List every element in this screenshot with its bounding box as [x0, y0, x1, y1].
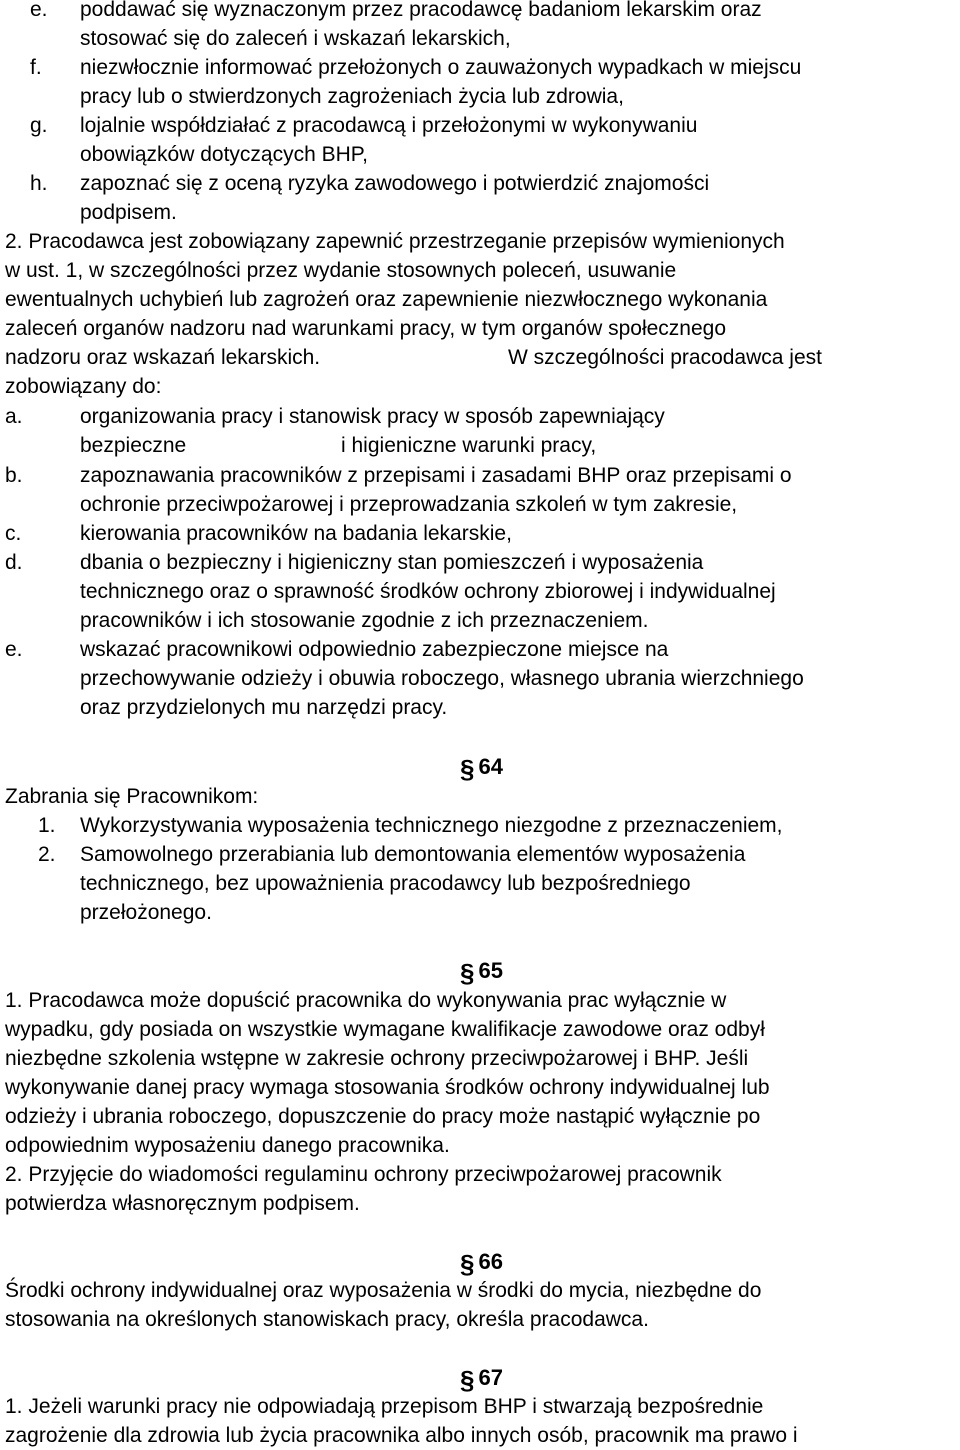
paragraph-line: stosowania na określonych stanowiskach pracy, określa pracodawca. [5, 1308, 649, 1331]
section-symbol: § [460, 754, 475, 784]
paragraph-line: odzieży i ubrania roboczego, dopuszczenie do pracy może nastąpić wyłącznie po [5, 1105, 761, 1128]
paragraph-line: 2. Pracodawca jest zobowiązany zapewnić przestrzeganie przepisów wymienionych [5, 230, 785, 253]
paragraph-line: potwierdza własnoręcznym podpisem. [5, 1192, 360, 1215]
list-marker: a. [5, 405, 23, 428]
paragraph-line: Zabrania się Pracownikom: [5, 785, 259, 808]
list-marker: b. [5, 464, 23, 487]
list-item-line: Wykorzystywania wyposażenia technicznego niezgodne z przeznaczeniem, [80, 814, 783, 837]
paragraph-line: nadzoru oraz wskazań lekarskich. [5, 346, 321, 369]
paragraph-line: Środki ochrony indywidualnej oraz wyposażenia w środki do mycia, niezbędne do [5, 1279, 762, 1302]
list-item-line: lojalnie współdziałać z pracodawcą i przełożonymi w wykonywaniu [80, 114, 698, 137]
paragraph-line: niezbędne szkolenia wstępne w zakresie ochrony przeciwpożarowej i BHP. Jeśli [5, 1047, 749, 1070]
paragraph-line: w ust. 1, w szczególności przez wydanie stosownych poleceń, usuwanie [5, 259, 677, 282]
list-item-line: obowiązków dotyczących BHP, [80, 143, 368, 166]
list-marker: c. [5, 522, 22, 545]
list-item-line: technicznego, bez upoważnienia pracodawcy lub bezpośredniego [80, 872, 691, 895]
list-item-line: oraz przydzielonych mu narzędzi pracy. [80, 696, 448, 719]
list-item-line: Samowolnego przerabiania lub demontowania elementów wyposażenia [80, 843, 746, 866]
list-item-line: podpisem. [80, 201, 177, 224]
list-marker: h. [30, 172, 48, 195]
section-symbol: § [460, 1249, 475, 1279]
section-heading [460, 956, 503, 988]
list-item-line: pracy lub o stwierdzonych zagrożeniach życia lub zdrowia, [80, 85, 624, 108]
list-item-line: technicznego oraz o sprawność środków ochrony zbiorowej i indywidualnej [80, 580, 776, 603]
section-number: 65 [478, 958, 503, 983]
list-item-line: przechowywanie odzieży i obuwia roboczego, własnego ubrania wierzchniego [80, 667, 804, 690]
section-symbol: § [460, 958, 475, 988]
list-item-line: ochronie przeciwpożarowej i przeprowadzania szkoleń w tym zakresie, [80, 493, 738, 516]
list-marker: f. [30, 56, 42, 79]
section-heading [460, 1247, 503, 1279]
list-marker: d. [5, 551, 23, 574]
list-item-line: pracowników i ich stosowanie zgodnie z ich przeznaczeniem. [80, 609, 649, 632]
list-item-line: niezwłocznie informować przełożonych o zauważonych wypadkach w miejscu [80, 56, 802, 79]
list-item-line: bezpieczne [80, 434, 187, 457]
list-marker: 1. [38, 814, 56, 837]
list-item-line: organizowania pracy i stanowisk pracy w sposób zapewniający [80, 405, 665, 428]
section-number: 64 [478, 754, 503, 779]
section-heading [460, 1363, 503, 1395]
paragraph-line: zaleceń organów nadzoru nad warunkami pracy, w tym organów społecznego [5, 317, 727, 340]
list-marker: e. [30, 0, 48, 21]
paragraph-line: odpowiednim wyposażeniu danego pracownika. [5, 1134, 450, 1157]
paragraph-line: wykonywanie danej pracy wymaga stosowania środków ochrony indywidualnej lub [5, 1076, 770, 1099]
section-number: 67 [478, 1365, 503, 1390]
list-marker: e. [5, 638, 23, 661]
paragraph-line: ewentualnych uchybień lub zagrożeń oraz zapewnienie niezwłocznego wykonania [5, 288, 768, 311]
list-item-line: dbania o bezpieczny i higieniczny stan pomieszczeń i wyposażenia [80, 551, 704, 574]
list-item-line: zapoznawania pracowników z przepisami i zasadami BHP oraz przepisami o [80, 464, 792, 487]
paragraph-line: 2. Przyjęcie do wiadomości regulaminu ochrony przeciwpożarowej pracownik [5, 1163, 722, 1186]
paragraph-line: zobowiązany do: [5, 375, 162, 398]
list-marker: g. [30, 114, 48, 137]
list-marker: 2. [38, 843, 56, 866]
section-heading [460, 752, 503, 784]
section-symbol: § [460, 1365, 475, 1395]
list-item-line: kierowania pracowników na badania lekarskie, [80, 522, 512, 545]
paragraph-line: wypadku, gdy posiada on wszystkie wymagane kwalifikacje zawodowe oraz odbył [5, 1018, 765, 1041]
paragraph-line: 1. Pracodawca może dopuścić pracownika do wykonywania prac wyłącznie w [5, 989, 727, 1012]
paragraph-line: zagrożenie dla zdrowia lub życia pracownika albo innych osób, pracownik ma prawo i [5, 1424, 798, 1447]
list-item-line: przełożonego. [80, 901, 212, 924]
list-item-line: poddawać się wyznaczonym przez pracodawcę badaniom lekarskim oraz [80, 0, 762, 21]
list-item-line: zapoznać się z oceną ryzyka zawodowego i potwierdzić znajomości [80, 172, 710, 195]
list-item-line: i higieniczne warunki pracy, [341, 434, 597, 457]
paragraph-line: W szczególności pracodawca jest [508, 346, 822, 369]
list-item-line: stosować się do zaleceń i wskazań lekarskich, [80, 27, 511, 50]
paragraph-line: 1. Jeżeli warunki pracy nie odpowiadają przepisom BHP i stwarzają bezpośrednie [5, 1395, 764, 1418]
list-item-line: wskazać pracownikowi odpowiednio zabezpieczone miejsce na [80, 638, 669, 661]
section-number: 66 [478, 1249, 503, 1274]
